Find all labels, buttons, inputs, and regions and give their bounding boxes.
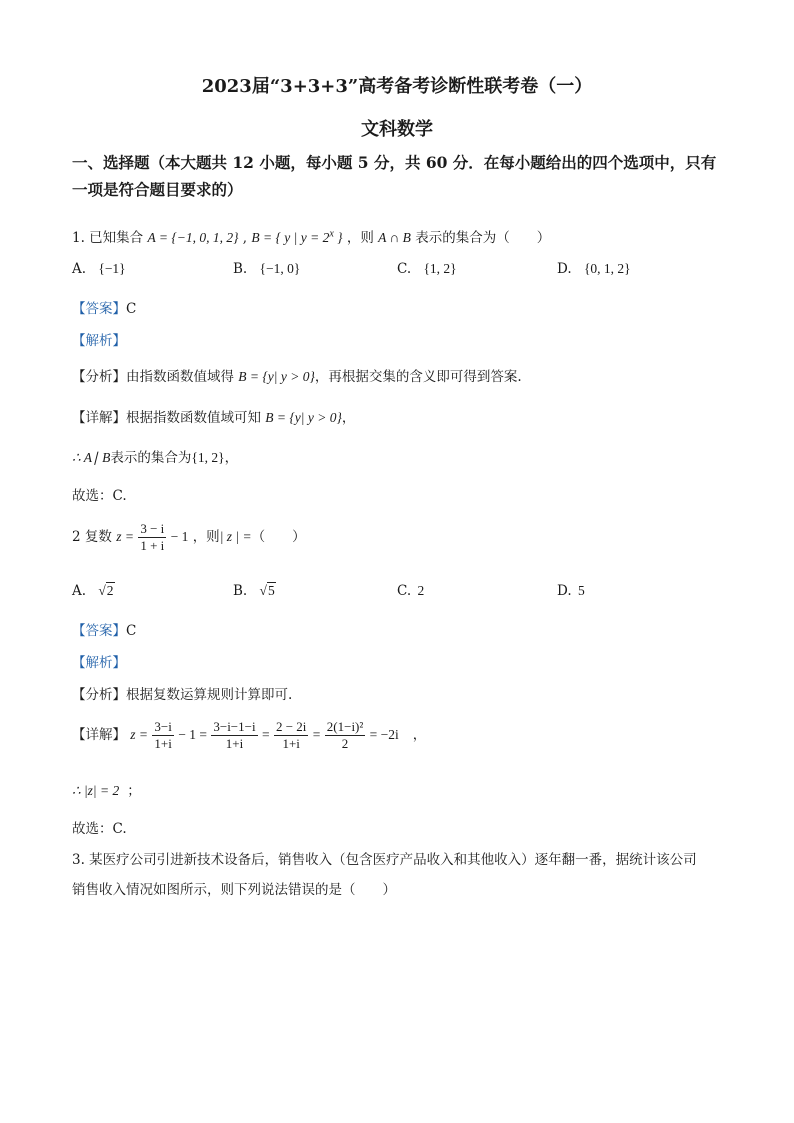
fraction-numerator: 2 − 2i [275,719,307,734]
therefore-math: ∴ A∣ B [72,450,111,465]
analysis-tag: 【解析】 [72,655,126,671]
question-3-line-1: 3. 某医疗公司引进新技术设备后，销售收入（包含医疗产品收入和其他收入）逐年翻一番，据统计该公司 [72,852,697,868]
q1-suffix-pre: ，则 [346,230,374,246]
q1-option-a[interactable] [72,261,126,277]
q1-intersection: A ∩ B [378,230,411,245]
option-label: A. [72,583,87,599]
detail-equals: = [258,727,273,742]
detail-fraction-4 [325,719,366,752]
q1-therefore [72,446,238,466]
fenxi-math: B = {y| y > 0} [238,369,315,384]
sqrt-symbol: √5 [259,583,275,598]
detail-post: ， [341,410,356,426]
section-heading: 一、选择题（本大题共 12 小题，每小题 5 分，共 60 分．在每小题给出的四个选项中，只有一项是符合题目要求的） [72,153,717,199]
q2-answer [72,619,136,639]
q1-sep: , [242,230,252,246]
q2-tail: − 1 [167,529,189,544]
q2-z: z = [116,529,138,544]
therefore-set: {1, 2} [191,450,225,465]
q2-fraction [138,521,166,554]
q1-answer [72,297,136,317]
detail-pre: 根据指数函数值域可知 [126,410,261,426]
detail-fraction-3 [274,719,308,752]
fraction-denominator: 1+i [282,736,300,751]
analysis-tag: 【解析】 [72,333,126,349]
q2-prefix: 2 复数 [72,529,112,545]
fraction-denominator: 1+i [154,736,172,751]
q1-option-d[interactable] [557,261,631,277]
detail-result: = −2i [366,727,399,742]
sqrt-symbol: √2 [98,583,114,598]
therefore-end: ； [127,783,141,799]
option-label: D. [557,261,572,277]
question-1-stem [72,226,550,246]
detail-equals: = [309,727,324,742]
q2-choose: 故选：C. [72,821,127,837]
q1-option-b[interactable] [233,261,300,277]
answer-value: C [126,623,137,639]
q2-analysis-tag [72,651,126,671]
q1-set-b-body: { y | y = 2 [275,230,330,245]
question-3-line-2: 销售收入情况如图所示，则下列说法错误的是（ ） [72,882,396,898]
q1-prefix: 1. 已知集合 [72,230,144,246]
q1-choose: 故选：C. [72,488,127,504]
q2-ask-math: | z | = [219,529,252,544]
q1-set-b-close: } [333,230,343,245]
exam-subject: 文科数学 [361,119,433,140]
fraction-numerator: 3−i−1−i [213,719,256,734]
q1-set-b-lhs: B = [251,230,276,245]
q1-fenxi [72,365,522,385]
q2-option-a[interactable] [72,583,115,599]
sqrt-radicand: 5 [267,583,275,598]
detail-math: B = {y| y > 0} [265,410,342,425]
q2-option-b[interactable] [233,583,276,599]
q2-fenxi [72,683,292,703]
fenxi-text: 根据复数运算规则计算即可. [126,687,293,703]
therefore-text: 表示的集合为 [110,450,192,466]
detail-z: z = [130,727,152,742]
q1-detail [72,406,355,426]
detail-fraction-1 [152,719,173,752]
option-value: 5 [577,583,585,598]
therefore-math: ∴ |z| = 2 [72,783,120,798]
fraction-numerator: 3 − i [140,521,165,536]
detail-fraction-2 [211,719,257,752]
question-2-stem [72,521,306,554]
fenxi-pre: 由指数函数值域得 [126,369,234,385]
q2-ask-pre: ，则 [192,529,220,545]
q2-detail [72,719,426,752]
answer-tag: 【答案】 [72,623,126,639]
detail-tag: 【详解】 [72,727,126,743]
q1-set-b-exponent: x [329,228,334,240]
exam-title: 2023届“3+3+3”高考备考诊断性联考卷（一） [201,76,593,97]
q2-option-c[interactable] [397,583,424,599]
q1-analysis-tag [72,329,126,349]
option-label: C. [397,261,412,277]
q2-ask-post: （ ） [251,529,306,545]
detail-comma: ， [412,727,427,743]
q2-option-d[interactable] [557,583,585,599]
fraction-numerator: 2(1−i)² [326,719,364,734]
option-label: B. [233,261,248,277]
answer-tag: 【答案】 [72,301,126,317]
option-label: B. [233,583,248,599]
q1-suffix: 表示的集合为（ ） [415,230,551,246]
option-label: C. [397,583,412,599]
fenxi-tag: 【分析】 [72,369,126,385]
fraction-denominator: 1+i [225,736,244,751]
option-label: D. [557,583,572,599]
fraction-denominator: 1 + i [140,538,165,553]
option-value: {−1} [98,261,126,276]
detail-tag: 【详解】 [72,410,126,426]
option-value: 2 [417,583,425,598]
option-label: A. [72,261,87,277]
sqrt-radicand: 2 [106,583,114,598]
option-value: {0, 1, 2} [583,261,631,276]
fenxi-post: ，再根据交集的含义即可得到答案. [314,369,522,385]
q1-option-c[interactable] [397,261,457,277]
fraction-denominator: 2 [341,736,349,751]
option-value: {1, 2} [423,261,457,276]
fenxi-tag: 【分析】 [72,687,126,703]
answer-value: C [126,301,137,317]
q2-therefore [72,779,141,799]
detail-minus-one: − 1 = [174,727,211,742]
option-value: {−1, 0} [259,261,301,276]
fraction-numerator: 3−i [154,719,172,734]
q1-set-a: A = {−1, 0, 1, 2} [147,230,239,245]
therefore-end: ， [224,450,239,466]
